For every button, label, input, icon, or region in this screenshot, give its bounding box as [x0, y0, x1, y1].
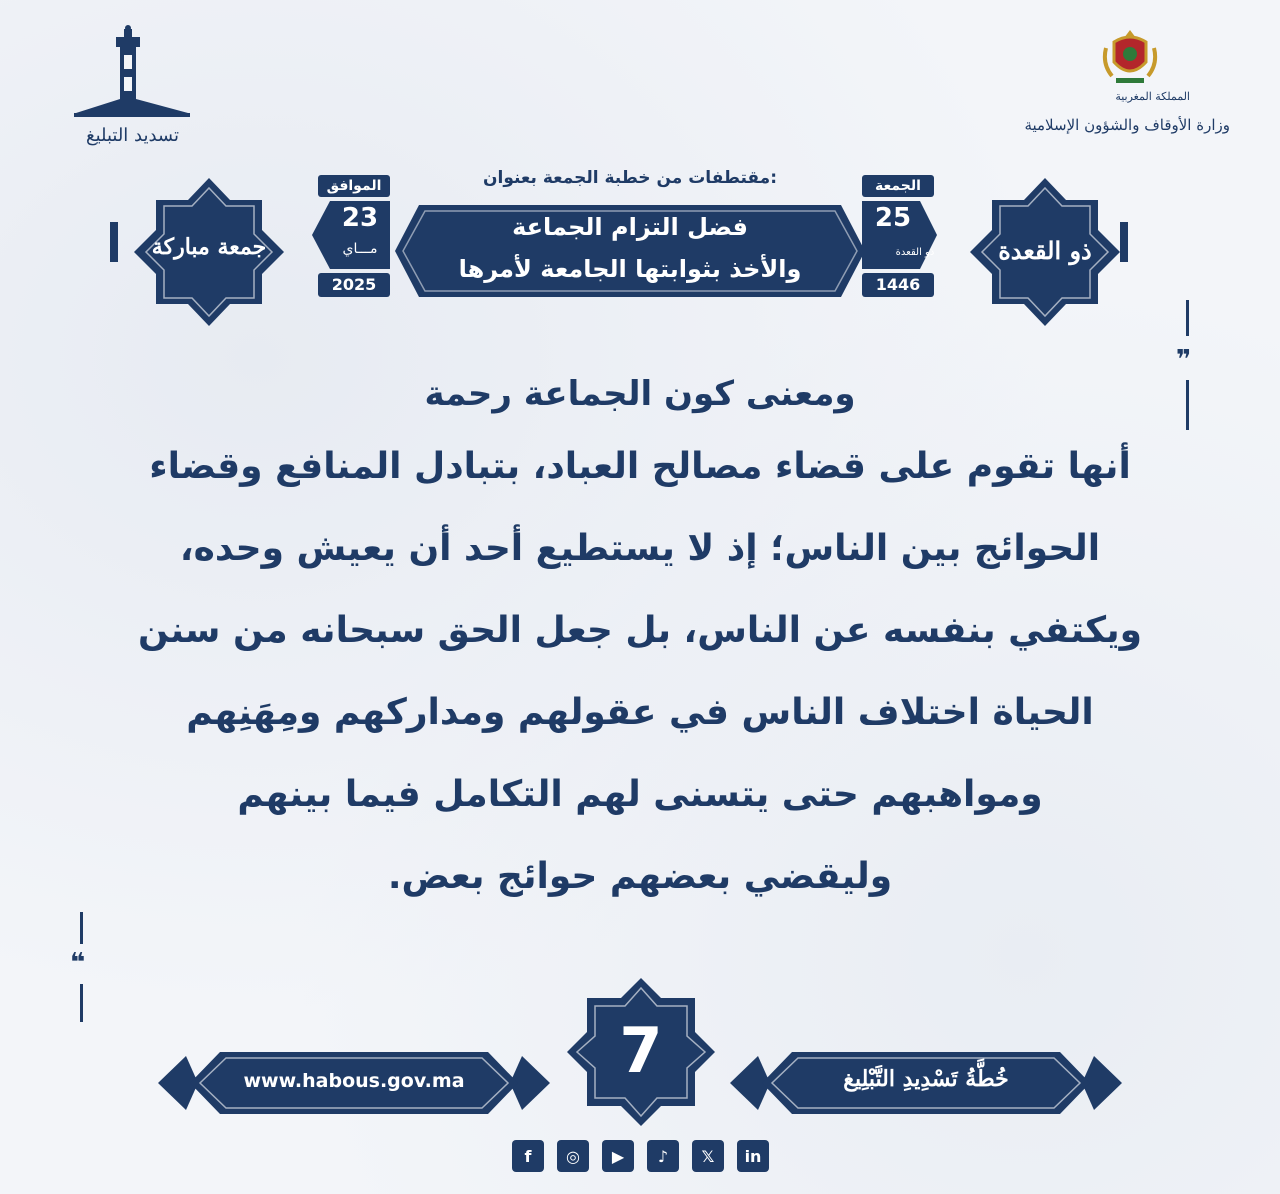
- social-links: [512, 1140, 772, 1174]
- right-edge-bar: [1120, 222, 1128, 262]
- ministry-header: [1024, 28, 1230, 148]
- hijri-year: 1446: [862, 273, 934, 297]
- mosque-minaret-icon: [70, 25, 195, 125]
- hijri-month-badge: [970, 178, 1120, 326]
- hijri-day-label: الجمعة: [862, 175, 934, 197]
- gregorian-year: 2025: [318, 273, 390, 297]
- sermon-title-banner: [395, 205, 865, 297]
- tiktok-icon[interactable]: ♪: [647, 1140, 679, 1172]
- sermon-subtitle: مقتطفات من خطبة الجمعة بعنوان:: [482, 168, 777, 188]
- hijri-month: ذو القعدة: [895, 247, 935, 258]
- sermon-title-line2: والأخذ بثوابتها الجامعة لأمرها: [458, 255, 802, 283]
- ministry-kingdom-label: المملكة المغربية: [1115, 90, 1190, 103]
- plan-label-banner: [730, 1050, 1122, 1116]
- excerpt-line: وليقضي بعضهم حوائج بعض.: [387, 856, 893, 897]
- coat-of-arms-icon: [1100, 28, 1160, 86]
- excerpt-line: ومواهبهم حتى يتسنى لهم التكامل فيما بينهم: [237, 774, 1043, 815]
- left-quote-mark-icon: ❝: [70, 948, 86, 978]
- program-logo: [70, 25, 195, 155]
- excerpt-body: [120, 370, 1160, 918]
- left-divider-top: [80, 912, 83, 944]
- ministry-name: وزارة الأوقاف والشؤون الإسلامية: [1024, 116, 1230, 134]
- excerpt-heading: ومعنى كون الجماعة رحمة: [424, 374, 856, 414]
- jumua-greeting-badge: [134, 178, 284, 326]
- gregorian-date-block: [312, 175, 390, 297]
- page-number-badge: [567, 978, 715, 1126]
- right-divider-top: [1186, 300, 1189, 336]
- excerpt-line: أنها تقوم على قضاء مصالح العباد، بتبادل المنافع وقضاء: [149, 446, 1131, 487]
- sermon-title-line1: فضل التزام الجماعة: [512, 213, 748, 241]
- excerpt-line: الحوائج بين الناس؛ إذ لا يستطيع أحد أن يعيش وحده،: [179, 528, 1101, 569]
- right-quote-mark-icon: ❞: [1176, 345, 1192, 375]
- jumua-greeting-text: جمعة مباركة: [151, 234, 267, 260]
- hijri-date-block: [862, 175, 937, 297]
- linkedin-icon[interactable]: in: [737, 1140, 769, 1172]
- website-url: www.habous.gov.ma: [243, 1070, 465, 1092]
- left-edge-bar: [110, 222, 118, 262]
- gregorian-month: مـــاي: [342, 241, 378, 257]
- x-icon[interactable]: 𝕏: [692, 1140, 724, 1172]
- page-number: 7: [619, 1014, 663, 1087]
- excerpt-line: ويكتفي بنفسه عن الناس، بل جعل الحق سبحانه من سنن: [137, 610, 1143, 651]
- excerpt-line: الحياة اختلاف الناس في عقولهم ومداركهم ومِهَنِهم: [186, 692, 1094, 733]
- program-logo-caption: تسديد التبليغ: [85, 125, 179, 146]
- right-divider-bottom: [1186, 380, 1189, 430]
- hijri-month-badge-text: ذو القعدة: [998, 236, 1092, 265]
- gregorian-day: 23: [341, 203, 379, 233]
- website-link[interactable]: [158, 1050, 550, 1116]
- facebook-icon[interactable]: f: [512, 1140, 544, 1172]
- hijri-day: 25: [874, 203, 912, 233]
- instagram-icon[interactable]: ◎: [557, 1140, 589, 1172]
- gregorian-label: الموافق: [318, 175, 390, 197]
- youtube-icon[interactable]: ▶: [602, 1140, 634, 1172]
- left-divider-bottom: [80, 984, 83, 1022]
- plan-label: خُطَّةُ تَسْدِيدِ التَّبْلِيغ: [843, 1066, 1009, 1092]
